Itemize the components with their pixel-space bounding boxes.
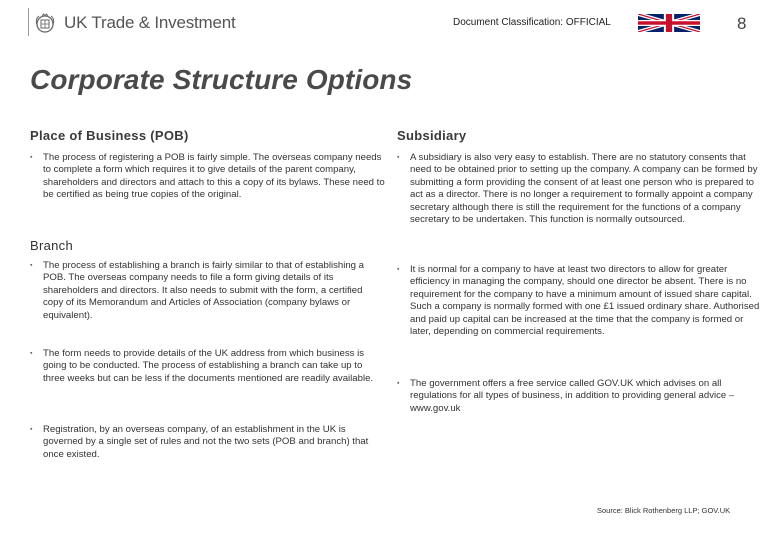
logo-text: UK Trade & Investment — [64, 13, 236, 32]
union-jack-flag-icon — [638, 14, 700, 32]
subsidiary-bullet-2 — [397, 264, 766, 338]
bullet-marker: ▪ — [397, 380, 400, 387]
source-note: Source: Blick Rothenberg LLP; GOV.UK — [597, 506, 731, 515]
bullet-marker: ▪ — [30, 350, 33, 357]
bullet-text: Registration, by an overseas company, of an establishment in the UK is governed by a single set of rules and not the two sets (POB and branch) that once existed. — [43, 424, 369, 460]
branch-bullet-2 — [30, 348, 386, 385]
bullet-text: The process of registering a POB is fairly simple. The overseas company needs to complete a form which requires it to give details of the parent company, shareholders and directors and attach to this a copy of its bylaws. These need to be certified as being true copies of the original. — [43, 152, 385, 201]
bullet-marker: ▪ — [30, 154, 33, 161]
bullet-marker: ▪ — [397, 266, 400, 273]
subsidiary-bullet-1 — [397, 152, 766, 226]
logo-divider — [28, 8, 29, 36]
bullet-text: The government offers a free service called GOV.UK which advises on all regulations for all types of business, in addition to providing general advice – www.gov.uk — [410, 378, 735, 414]
bullet-text: A subsidiary is also very easy to establish. There are no statutory consents that need to be obtained prior to setting up the company. A company can be formed by submitting a form providing the consent of at least one person who is prepared to act as a director. There is no longer a requirement to formally appoint a company secretary although there is still the requirement for the functions of a company secretary to be undertaken. This function is normally outsourced. — [410, 152, 758, 226]
document-classification: Document Classification: OFFICIAL — [453, 17, 611, 28]
bullet-text: The form needs to provide details of the UK address from which business is going to be conducted. The process of establishing a branch can take up to three weeks but can be less if the documents mentioned are readily available. — [43, 348, 374, 384]
bullet-text: The process of establishing a branch is fairly similar to that of establishing a POB. The overseas company needs to file a form giving details of its shareholders and directors. It also needs to submit with the form, a certified copy of its Memorandum and Articles of Association (company bylaws or equivalent). — [43, 260, 365, 321]
pob-heading: Place of Business (POB) — [30, 128, 189, 143]
branch-heading: Branch — [30, 238, 73, 253]
page-title: Corporate Structure Options — [30, 64, 413, 95]
subsidiary-heading: Subsidiary — [397, 128, 467, 143]
bullet-text: It is normal for a company to have at least two directors to allow for greater efficiency in managing the company, should one director be absent. There is no requirement for the company to have a minimum amount of issued share capital. Such a company is normally formed with one £1 issued ordinary share. Authorised and paid up capital can be increased at the time that the company is formed or later, depending on commercial requirements. — [410, 264, 760, 338]
header — [0, 0, 780, 44]
page-number: 8 — [737, 14, 747, 33]
bullet-marker: ▪ — [30, 262, 33, 269]
branch-bullet-3 — [30, 424, 378, 461]
bullet-marker: ▪ — [30, 426, 33, 433]
branch-bullet-1 — [30, 260, 377, 322]
royal-crest-icon — [34, 13, 56, 35]
pob-bullet-1 — [30, 152, 389, 202]
bullet-marker: ▪ — [397, 154, 400, 161]
subsidiary-bullet-3 — [397, 378, 740, 415]
